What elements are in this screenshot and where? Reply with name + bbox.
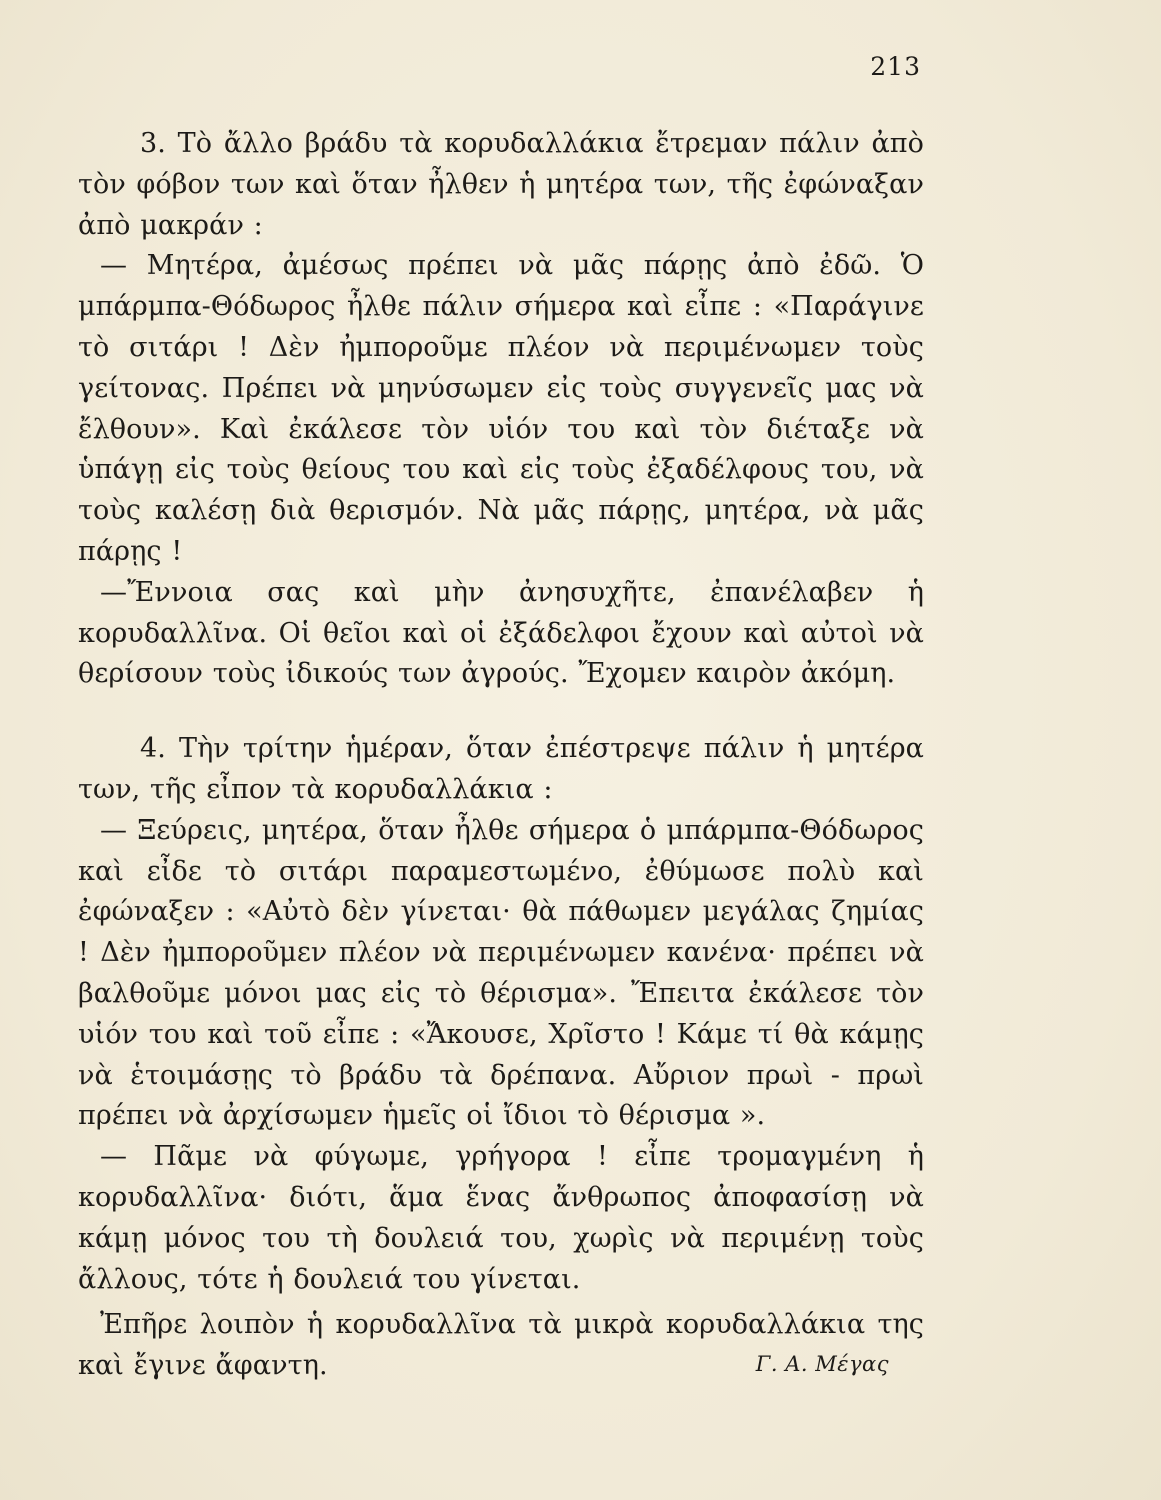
paragraph-dialogue: — Ξεύρεις, μητέρα, ὅταν ἦλθε σήμερα ὁ μπάρμπα-Θόδωρος καὶ εἶδε τὸ σιτάρι παραμεστωμένο, ἐθύμωσε πολὺ καὶ ἐφώναξεν : «Αὐτὸ δὲν γίνεται· θὰ πάθωμεν μεγάλας ζημίας ! Δὲν ἠμποροῦμεν πλέον νὰ περιμένωμεν κανένα· πρέπει νὰ βαλθοῦμε μόνοι μας εἰς τὸ θέρισμα». Ἔπειτα ἐκάλεσε τὸν υἱόν του καὶ τοῦ εἶπε : «Ἄκουσε, Χρῖστο ! Κάμε τί θὰ κάμῃς νὰ ἑτοιμάσῃς τὸ βράδυ τὰ δρέπανα. Αὔριον πρωὶ - πρωὶ πρέπει νὰ ἀρχίσωμεν ἡμεῖς οἱ ἴδιοι τὸ θέρισμα ».: [78, 814, 924, 1132]
paragraph-dialogue-mother: — Πᾶμε νὰ φύγωμε, γρήγορα ! εἶπε τρομαγμένη ἡ κορυδαλλῖνα· διότι, ἅμα ἕνας ἄνθρωπος ἀποφασίσῃ νὰ κάμῃ μόνος του τὴ δουλειά του, χωρὶς νὰ περιμένῃ τοὺς ἄλλους, τότε ἡ δουλειά του γίνεται.: [78, 1141, 924, 1295]
paragraph-section-3: 3. Τὸ ἄλλο βράδυ τὰ κορυδαλλάκια ἔτρεμαν πάλιν ἀπὸ τὸν φόβον των καὶ ὅταν ἦλθεν ἡ μητέρα των, τῆς ἐφώναξαν ἀπὸ μακράν :: [78, 128, 924, 241]
section-spacer: [78, 695, 924, 729]
paragraph-dialogue-reply: —Ἔννοια σας καὶ μὴν ἀνησυχῆτε, ἐπανέλαβεν ἡ κορυδαλλῖνα. Οἱ θεῖοι καὶ οἱ ἐξάδελφοι ἔχουν καὶ αὐτοὶ νὰ θερίσουν τοὺς ἰδικούς των ἀγρούς. Ἔχομεν καιρὸν ἀκόμη.: [78, 576, 924, 690]
paragraph-closing: Ἐπῆρε λοιπὸν ἡ κορυδαλλῖνα τὰ μικρὰ κορυδαλλάκια της καὶ ἔγινε ἄφαντη.: [78, 1309, 924, 1382]
page-number: 213: [870, 52, 921, 81]
paragraph-dialogue: — Μητέρα, ἀμέσως πρέπει νὰ μᾶς πάρῃς ἀπὸ ἐδῶ. Ὁ μπάρμπα-Θόδωρος ἦλθε πάλιν σήμερα καὶ εἶπε : «Παράγινε τὸ σιτάρι ! Δὲν ἠμποροῦμε πλέον νὰ περιμένωμεν τοὺς γείτονας. Πρέπει νὰ μηνύσωμεν εἰς τοὺς συγγενεῖς μας νὰ ἔλθουν». Καὶ ἐκάλεσε τὸν υἱόν του καὶ τὸν διέταξε νὰ ὑπάγῃ εἰς τοὺς θείους του καὶ εἰς τοὺς ἐξαδέλφους του, νὰ τοὺς καλέσῃ διὰ θερισμόν. Νὰ μᾶς πάρῃς, μητέρα, νὰ μᾶς πάρῃς !: [78, 250, 924, 567]
story-text: [78, 124, 924, 1387]
author-signature: Γ. Α. Μέγας: [755, 1352, 889, 1376]
paragraph-section-4: 4. Τὴν τρίτην ἡμέραν, ὅταν ἐπέστρεψε πάλιν ἡ μητέρα των, τῆς εἶπον τὰ κορυδαλλάκια :: [78, 733, 924, 805]
